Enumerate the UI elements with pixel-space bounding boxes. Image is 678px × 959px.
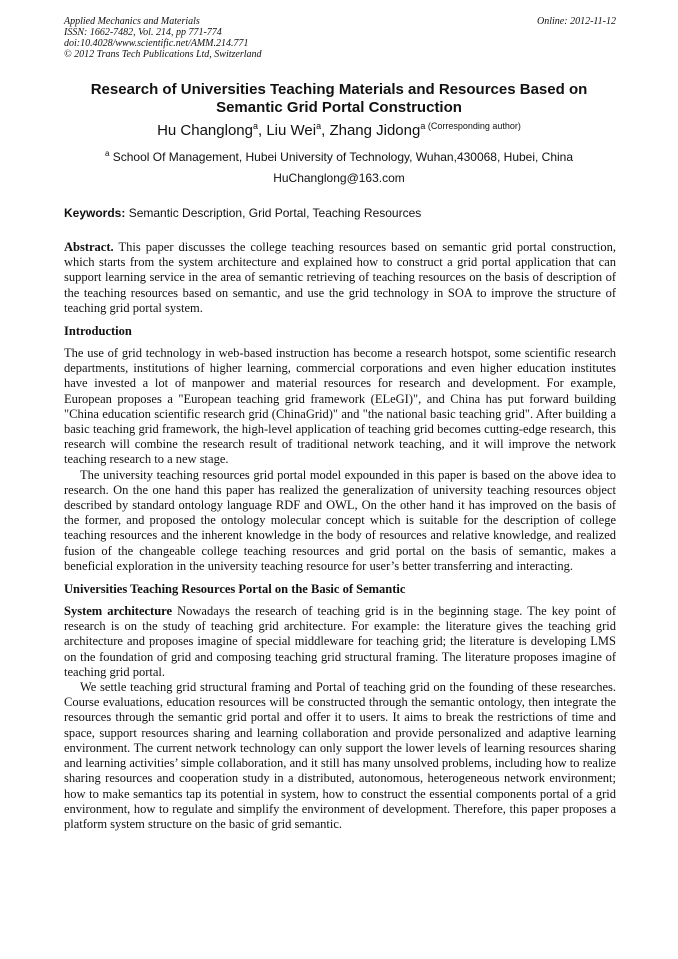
affiliation-text: School Of Management, Hubei University of Technology, Wuhan,430068, Hubei, China xyxy=(109,150,574,164)
online-date: Online: 2012-11-12 xyxy=(537,16,616,27)
journal-header xyxy=(64,16,616,60)
copyright-line: © 2012 Trans Tech Publications Ltd, Switzerland xyxy=(64,49,262,60)
paper-title: Research of Universities Teaching Materials and Resources Based on Semantic Grid Portal Construction xyxy=(90,81,588,116)
intro-paragraph-1: The use of grid technology in web-based instruction has become a research hotspot, some scientific research departments, institutions of higher learning, commercial corporations and even higher education institutes have invested a lot of manpower and material resources for research and development. For example, European proposes a "European teaching grid framework (ELeGI)", and China has put forward building "China education scientific research grid (ChinaGrid)" and "the national basic teaching grid". After building a basic teaching grid framework, the high-level application of teaching grid becomes cutting-edge research, this research will combine the research result of traditional network teaching, and it will improve the network teaching research to a new stage. xyxy=(64,346,616,467)
author-3-affil-mark: a (Corresponding author) xyxy=(420,121,521,131)
author-1: Hu Changlong xyxy=(157,122,253,139)
issn-line: ISSN: 1662-7482, Vol. 214, pp 771-774 xyxy=(64,27,222,38)
system-architecture-label: System architecture xyxy=(64,604,173,619)
section-heading-semantic-portal: Universities Teaching Resources Portal on the Basic of Semantic xyxy=(64,582,406,597)
system-architecture-paragraph-1 xyxy=(64,604,616,680)
intro-paragraph-2: The university teaching resources grid portal model expounded in this paper is based on the above idea to research. On the one hand this paper has realized the generalization of university teaching resources object described by standard ontology language RDF and OWL, On the other hand it has improved on the basis of the former, and proposed the ontology molecular concept which is suitable for the description of college teaching resources and the inherent knowledge in the body of resources and relative knowledge, and realized fusion of the changeable college teaching resources and grid portal on the basis of semantic, makes a beneficial exploration in the university teaching resource for user’s better transferring and interacting. xyxy=(64,467,616,573)
affiliation-mark: a xyxy=(104,149,110,158)
author-1-affil-mark: a xyxy=(252,121,258,131)
system-architecture-paragraph-2: We settle teaching grid structural framing and Portal of teaching grid on the founding of these researches. Course evaluations, education resources will be constructed through the semantic ontology, then integrate the resources through the semantic grid portal and offer it to users. It aims to break the restrictions of time and space, support resources sharing and learning collaboration and provide personalized and adaptive learning environment. The current network technology can only support the lower levels of learning resources sharing and learning activities’ simple collaboration, and it still has many unsolved problems, including how to realize sharing resources and cooperation study in a distributed, autonomous, heterogeneous network environment; how to make semantics tap its potential in system, how to construct the essential components portal of a grid environment, how to regulate and simplify the environment of development. Therefore, this paper proposes a platform system structure on the basic of grid semantic. xyxy=(64,680,616,831)
author-separator: , xyxy=(321,122,330,139)
abstract-text: This paper discusses the college teaching resources based on semantic grid portal construction, which starts from the system architecture and explained how to construct a grid portal application that can support learning service in the area of semantic retrieving of teaching resources on the basis of description of the teaching resources based on semantic, and use the grid technology in SOA to improve the structure of teaching grid portal system. xyxy=(64,240,616,315)
abstract xyxy=(64,240,616,316)
section-heading-introduction: Introduction xyxy=(64,324,132,339)
system-architecture-text: Nowadays the research of teaching grid is in the beginning stage. The key point of research is on the study of teaching grid architecture. For example: the literature gives the teaching grid architecture and proposes imagine of special middleware for teaching grid; the literature is developing LMS on the foundation of grid and composing teaching grid structural framing. The literature proposes imagine of teaching grid portal. xyxy=(64,604,616,679)
affiliation xyxy=(60,150,618,164)
author-3: Zhang Jidong xyxy=(329,122,421,139)
author-2: Liu Wei xyxy=(266,122,317,139)
author-2-affil-mark: a xyxy=(316,121,322,131)
author-email: HuChanglong@163.com xyxy=(273,171,405,185)
keywords-text: Semantic Description, Grid Portal, Teaching Resources xyxy=(125,206,422,220)
keywords-label: Keywords: xyxy=(64,206,126,220)
abstract-label: Abstract. xyxy=(64,240,114,254)
corresponding-note: (Corresponding author) xyxy=(425,121,521,131)
keywords xyxy=(64,206,616,220)
paper-body xyxy=(64,240,616,832)
journal-name: Applied Mechanics and Materials xyxy=(64,16,200,27)
doi-line: doi:10.4028/www.scientific.net/AMM.214.771 xyxy=(64,38,249,49)
author-separator: , xyxy=(257,122,267,139)
author-line xyxy=(60,122,618,140)
